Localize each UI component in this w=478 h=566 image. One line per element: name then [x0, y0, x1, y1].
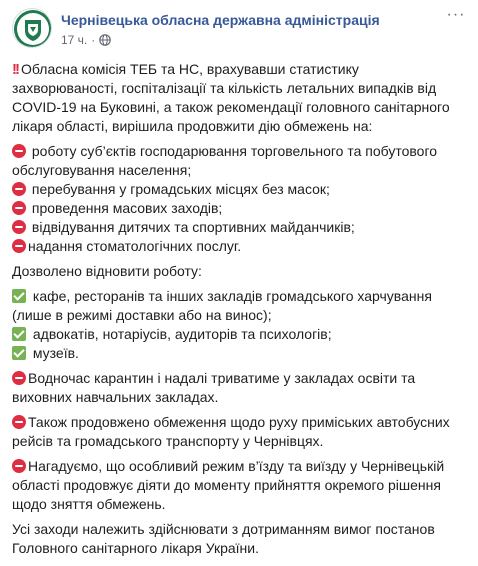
globe-icon[interactable] — [99, 34, 111, 46]
allowed-text: музеїв. — [32, 345, 79, 361]
intro-paragraph — [12, 60, 468, 136]
restriction-text: перебування у громадських місцях без масок; — [31, 181, 330, 197]
allowed-text: адвокатів, нотаріусів, аудиторів та психологів; — [32, 326, 332, 342]
allowed-item — [12, 325, 468, 344]
no-entry-icon — [12, 239, 26, 253]
restriction-text: надання стоматологічних послуг. — [28, 238, 242, 254]
quarantine-paragraph — [12, 369, 468, 407]
page-name-link[interactable]: Чернівецька обласна державна адміністрація — [61, 12, 380, 28]
allowed-item — [12, 344, 468, 363]
intro-text: Обласна комісія ТЕБ та НС, врахувавши статистику захворюваності, госпіталізації та кількість летальних випадків від COVID-19 на Буковині, а також рекомендації головного санітарного лікаря області, вирішила продовжити дію обмежень на: — [12, 61, 450, 134]
page-avatar[interactable] — [12, 8, 52, 48]
no-entry-icon — [12, 220, 26, 234]
check-mark-icon — [12, 289, 26, 303]
allowed-item — [12, 287, 468, 325]
check-mark-icon — [12, 327, 26, 341]
restriction-text: роботу суб’єктів господарювання торговельного та побутового обслуговування населення; — [12, 143, 438, 178]
restriction-item — [12, 218, 468, 237]
transport-text: Також продовжено обмеження щодо руху приміських автобусних рейсів та громадського транспорту у Чернівцях. — [12, 414, 450, 449]
no-entry-icon — [12, 371, 26, 385]
more-options-button[interactable]: ··· — [446, 6, 466, 23]
restriction-item — [12, 180, 468, 199]
restriction-item — [12, 237, 468, 256]
restriction-item — [12, 142, 468, 180]
closing-paragraph: Усі заходи належить здійснювати з дотриманням вимог постанов Головного санітарного лікаря України. — [12, 521, 435, 556]
no-entry-icon — [12, 201, 26, 215]
restriction-text: відвідування дитячих та спортивних майданчиків; — [31, 219, 355, 235]
reminder-text: Нагадуємо, що особливий режим в’їзду та виїзду у Чернівецькій області продовжує діяти до моменту прийняття окремого рішення щодо зняття обмежень. — [12, 458, 445, 512]
post-message — [12, 60, 468, 564]
check-mark-icon — [12, 346, 26, 360]
double-exclamation-icon: !! — [12, 61, 18, 78]
no-entry-icon — [12, 459, 26, 473]
post-meta — [61, 33, 111, 47]
restriction-text: проведення масових заходів; — [31, 200, 223, 216]
coat-of-arms-icon — [13, 9, 52, 48]
post-timestamp[interactable]: 17 ч. — [61, 33, 88, 47]
no-entry-icon — [12, 144, 26, 158]
transport-paragraph — [12, 413, 468, 451]
no-entry-icon — [12, 182, 26, 196]
no-entry-icon — [12, 415, 26, 429]
allowed-heading: Дозволено відновити роботу: — [12, 263, 202, 279]
meta-separator: · — [91, 33, 96, 47]
restriction-item — [12, 199, 468, 218]
post-header — [12, 8, 468, 54]
reminder-paragraph — [12, 457, 468, 514]
allowed-text: кафе, ресторанів та інших закладів громадського харчування (лише в режимі доставки або на винос); — [12, 288, 432, 323]
quarantine-text: Водночас карантин і надалі триватиме у закладах освіти та виховних навчальних закладах. — [12, 370, 416, 405]
